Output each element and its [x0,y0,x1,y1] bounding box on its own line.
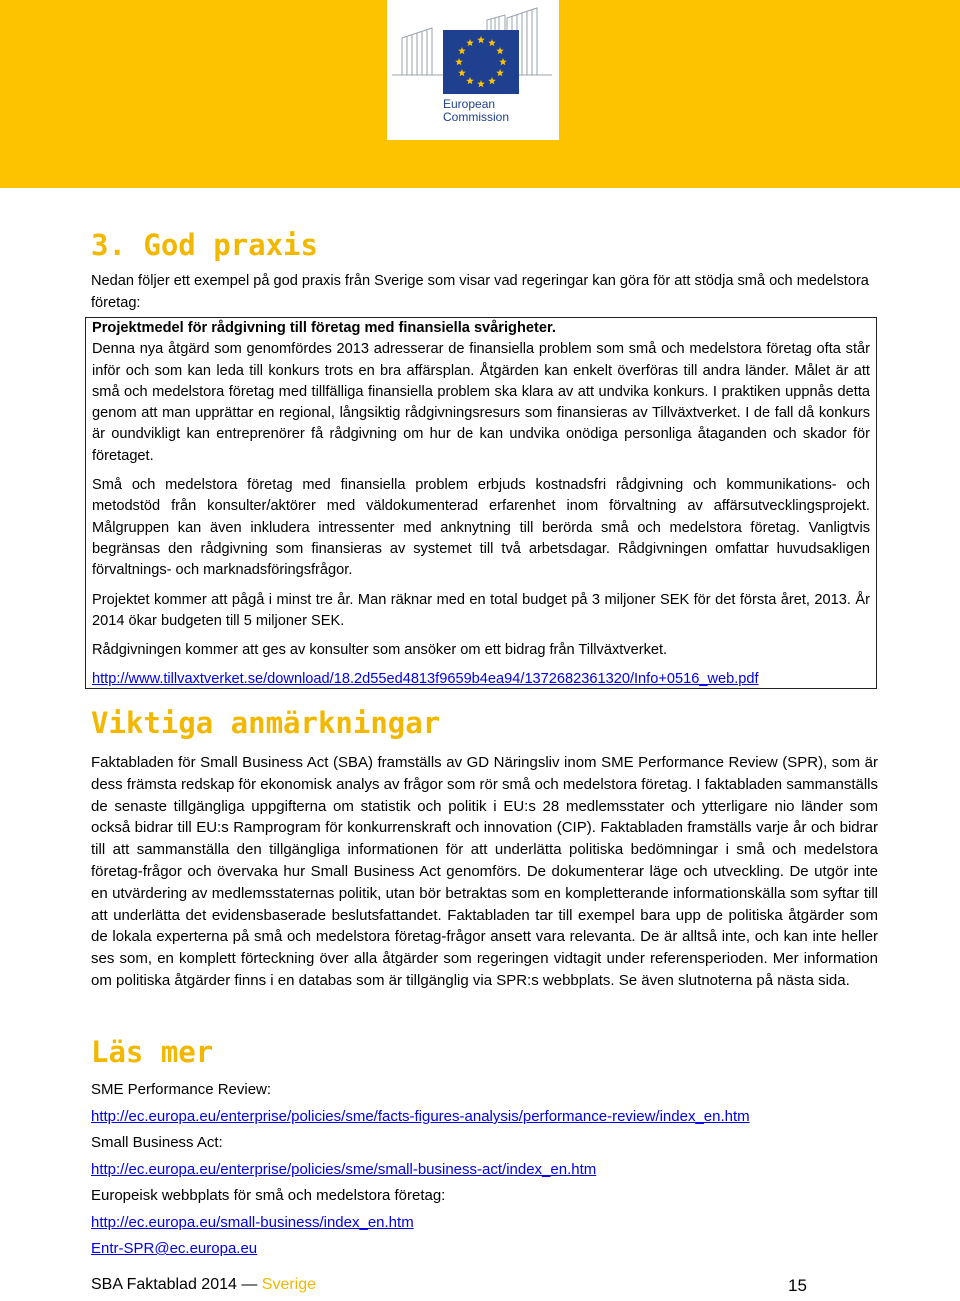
logo-line-1: European [443,97,496,111]
email-link[interactable]: Entr-SPR@ec.europa.eu [91,1240,258,1257]
spacer [92,582,870,590]
sme-performance-review-link[interactable]: http://ec.europa.eu/enterprise/policies/sme/facts-figures-analysis/performance-review/index_en.htm [91,1108,750,1125]
section-heading-god-praxis: 3. God praxis [91,228,318,262]
small-business-act-link[interactable]: http://ec.europa.eu/enterprise/policies/sme/small-business-act/index_en.htm [91,1161,597,1178]
section-heading-las-mer: Läs mer [91,1035,214,1069]
section-heading-viktiga: Viktiga anmärkningar [91,706,441,740]
notes-paragraph: Faktabladen för Small Business Act (SBA) framställs av GD Näringsliv inom SME Performance Review (SPR), som är dess främsta redskap för ekonomisk analys av frågor som rör små och medelstora företag. I faktabladen sammanställs de senaste tillgängliga uppgifterna om statistik och politik i EU:s 28 medlemsstater och ytterligare nio länder som också bidrar till EU:s Ramprogram för konkurrenskraft och innovation (CIP). Faktabladen framställs varje år och bidrar till att sammanställa den tillgängliga informationen för att underlätta politiska bedömningar i små och medelstora företag-frågor och övervaka hur Small Business Act genomförs. De dokumenterar läge och utveckling. De utgör inte en utvärdering av medlemsstaternas politik, utan bör betraktas som en kompletterande informationskälla som syftar till att underlätta det evidensbaserade beslutsfattandet. Faktabladen tar till exempel bara upp de politiska åtgärder som de lokala experterna på små och medelstora företag-frågor ansett vara relevanta. De är alltså inte, och kan inte heller ses som, en komplett förteckning över alla åtgärder som regeringen vidtagit under referensperioden. Mer information om politiska åtgärder finns i en databas som är tillgänglig via SPR:s webbplats. Se även slutnoterna på nästa sida. [91,754,879,989]
footer-country: Sverige [261,1276,317,1293]
notes-wrap [91,752,878,992]
spacer [92,661,870,669]
read-more-label-1: SME Performance Review: [91,1081,272,1098]
read-more-label-2: Small Business Act: [91,1134,223,1151]
logo-wordmark [443,98,509,124]
footer-title: SBA Faktablad 2014 — [91,1276,258,1293]
example-box [85,317,877,689]
tillvaxtverket-link[interactable]: http://www.tillvaxtverket.se/download/18.2d55ed4813f9659b4ea94/1372682361320/Info+0516_web.pdf [92,671,759,688]
page-number: 15 [788,1276,807,1295]
european-commission-logo [387,0,559,140]
spacer [92,632,870,640]
spacer [92,467,870,475]
example-paragraph-2: Små och medelstora företag med finansiella problem erbjuds kostnadsfri rådgivning och kommunikations- och metodstöd från konsulter/aktörer med väldokumenterad erfarenhet inom förvaltning av affärsutvecklingsprojekt. Målgruppen kan även inkludera intressenter med anknytning till berörda små och medelstora företag. Vanligtvis begränsas den rådgivning som finansieras av systemet till två arbetsdagar. Rådgivningen omfattar huvudsakligen förvaltnings- och marknadsföringsfrågor. [92,477,870,579]
intro-paragraph: Nedan följer ett exempel på god praxis från Sverige som visar vad regeringar kan göra för att stödja små och medelstora företag: [91,273,869,311]
example-paragraph-3: Projektet kommer att pågå i minst tre år. Man räknar med en total budget på 3 miljoner SEK för det första året, 2013. År 2014 ökar budgeten till 5 miljoner SEK. [92,591,870,629]
read-more-label-3: Europeisk webbplats för små och medelstora företag: [91,1187,446,1204]
small-business-portal-link[interactable]: http://ec.europa.eu/small-business/index_en.htm [91,1214,414,1231]
example-paragraph-1: Denna nya åtgärd som genomfördes 2013 adresserar de finansiella problem som små och medelstora företag ofta står inför och som kan leda till konkurs trots en bra affärsplan. Åtgärden kan enkelt överföras till andra länder. Målet är att små och medelstora företag med tillfälliga finansiella problem ska klara av att undvika konkurs. I praktiken uppnås detta genom att man upprättar en regional, långsiktig rådgivningsresurs som finansieras av Tillväxtverket. I de fall då konkurs är oundvikligt kan entreprenörer få rådgivning om hur de kan undvika onödiga personliga åtaganden och skador för företaget. [92,341,870,464]
example-paragraph-4: Rådgivningen kommer att ges av konsulter som ansöker om ett bidrag från Tillväxtverket. [92,642,668,659]
read-more-list [91,1080,878,1259]
logo-line-2: Commission [443,110,510,124]
example-title: Projektmedel för rådgivning till företag med finansiella svårigheter. [92,320,556,336]
footer [91,1276,811,1294]
intro-paragraph-wrap [91,270,878,314]
